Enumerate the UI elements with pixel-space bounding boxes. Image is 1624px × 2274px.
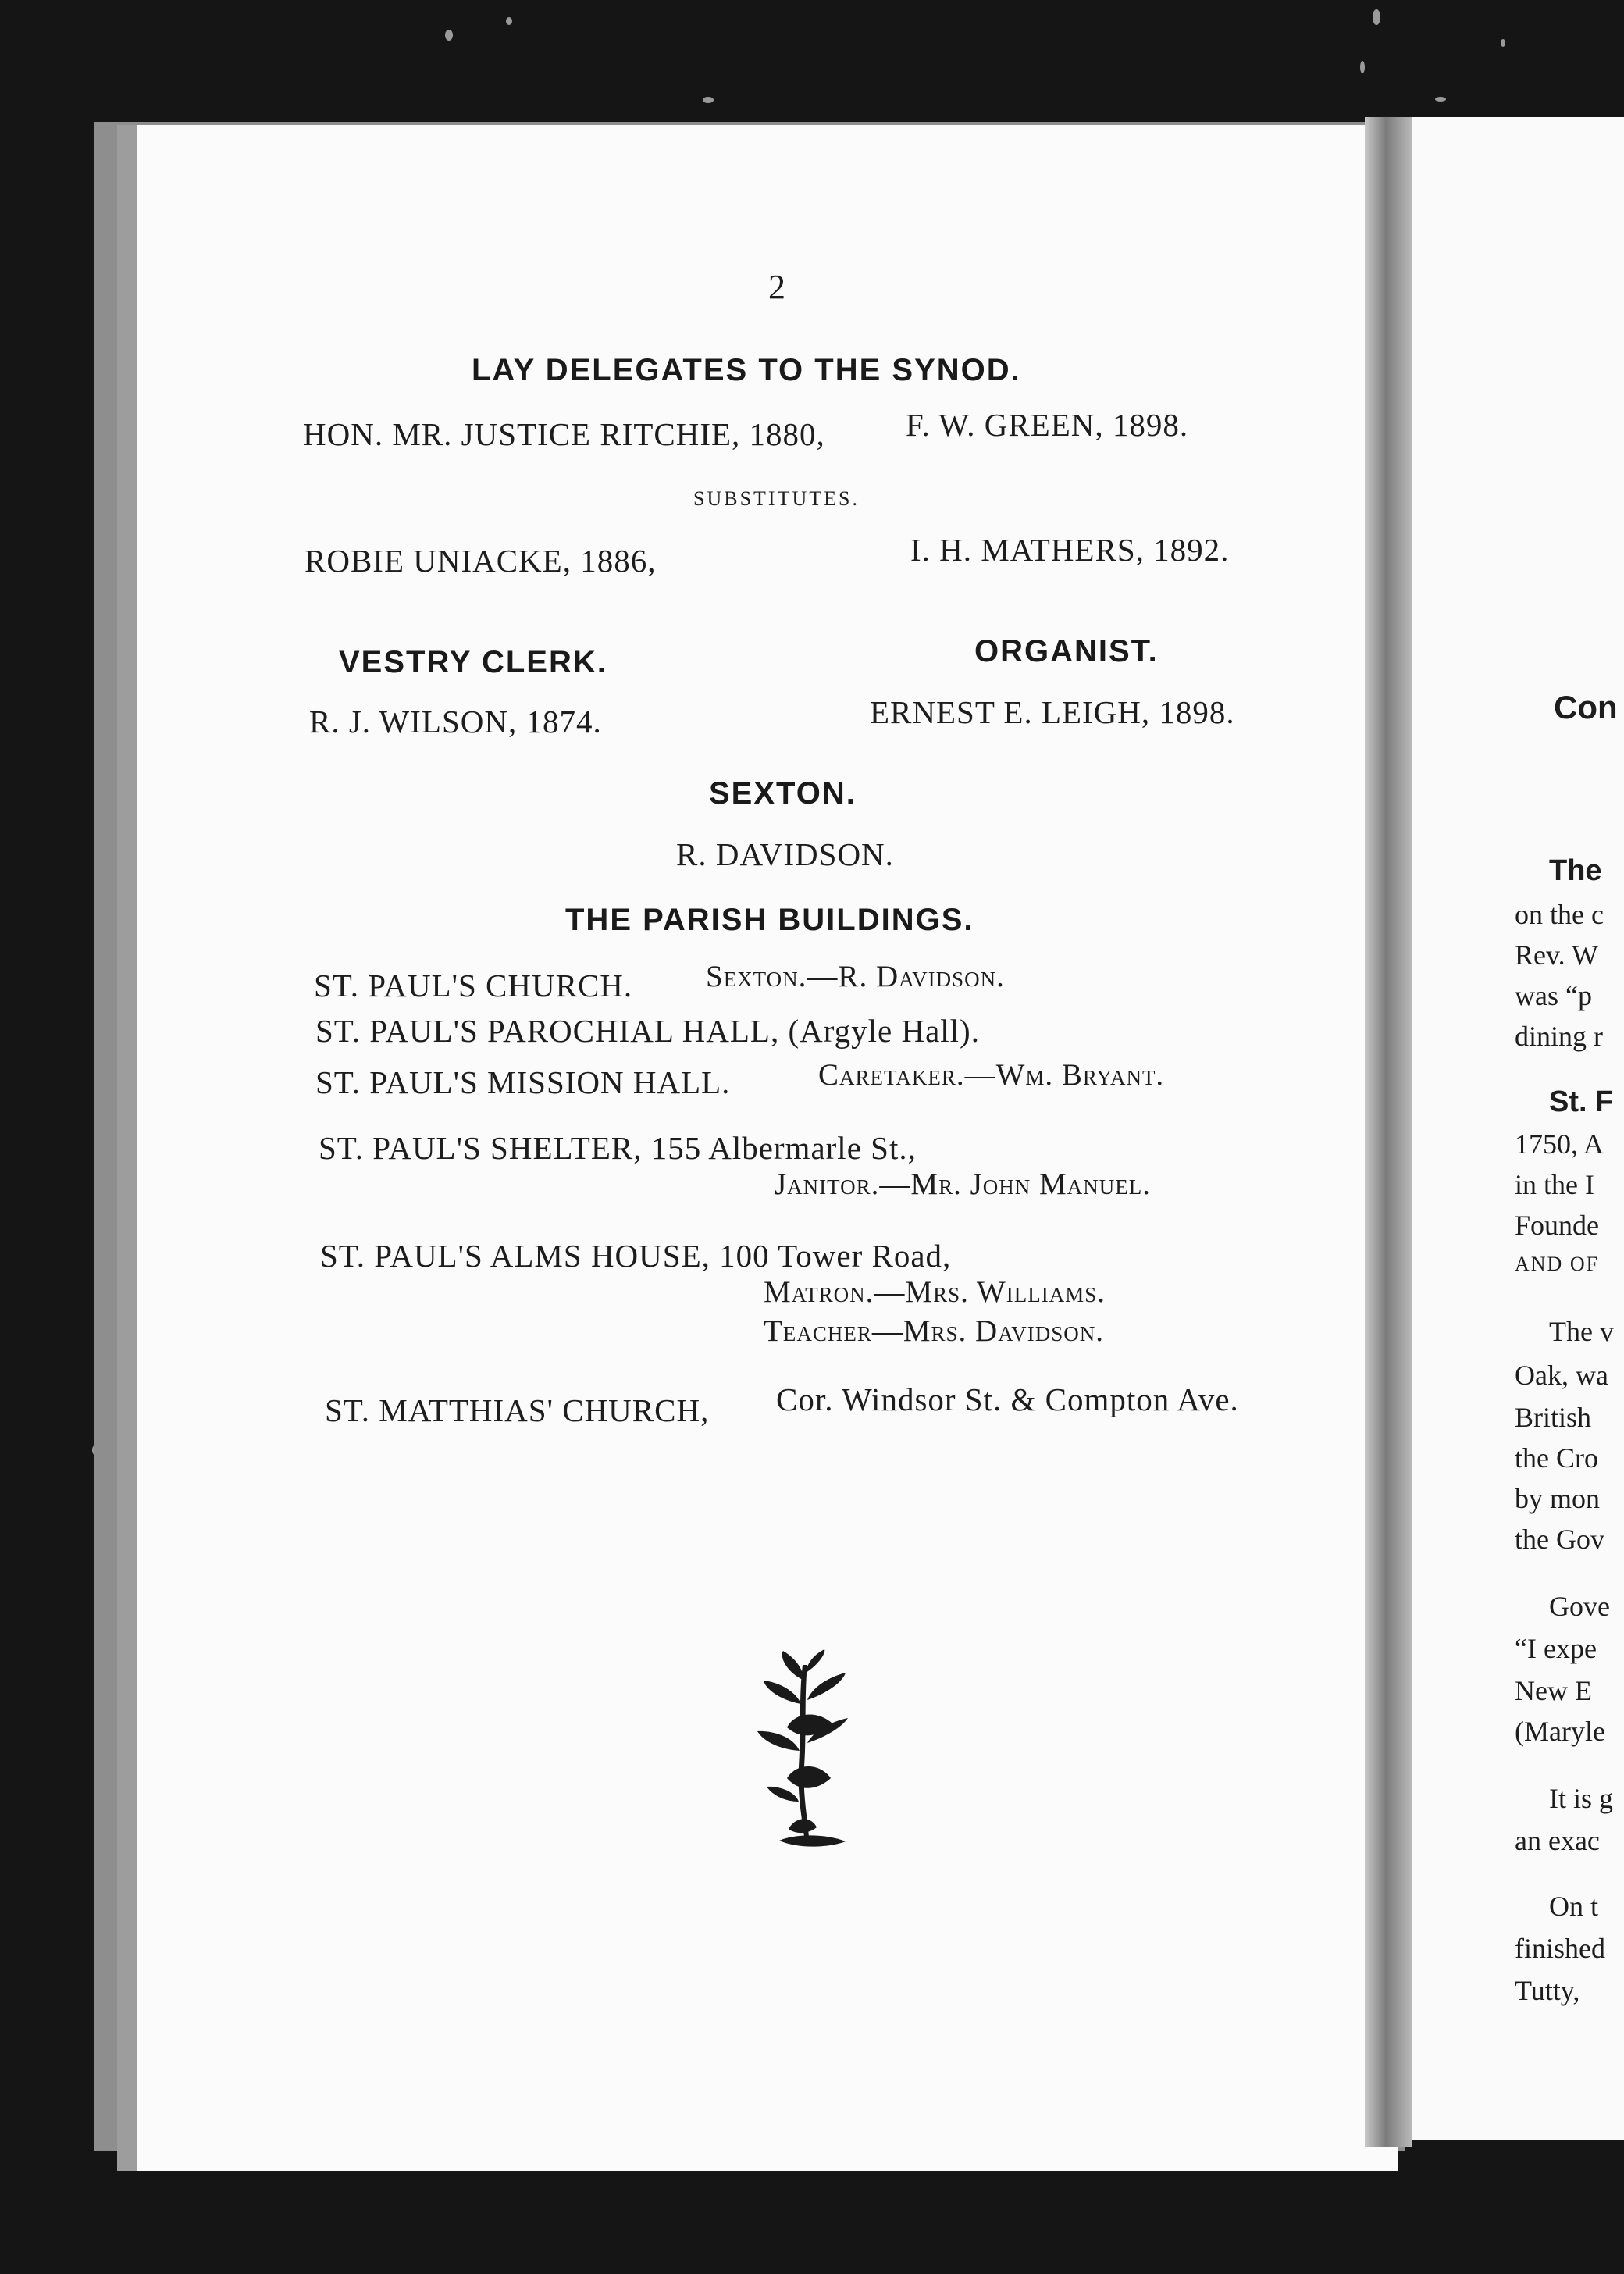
right-page-line: finished <box>1515 1933 1605 1964</box>
dust-speck <box>506 17 512 25</box>
church-name: ST. PAUL'S CHURCH. <box>314 968 633 1003</box>
right-page-line: (Maryle <box>1515 1716 1605 1747</box>
delegate-ritchie: HON. MR. JUSTICE RITCHIE, 1880, <box>303 416 825 452</box>
right-page-line: Oak, wa <box>1515 1360 1608 1391</box>
substitutes-heading: SUBSTITUTES. <box>693 487 860 510</box>
parochial-hall: ST. PAUL'S PAROCHIAL HALL, (Argyle Hall). <box>315 1013 980 1049</box>
right-page-line: New E <box>1515 1675 1592 1706</box>
shelter-name: ST. PAUL'S SHELTER, 155 Albermarle St., <box>319 1130 917 1166</box>
right-page-line: It is g <box>1549 1783 1614 1814</box>
dust-speck <box>1435 97 1446 102</box>
dust-speck <box>703 97 714 103</box>
dust-speck <box>1360 61 1365 73</box>
right-page-line: The v <box>1549 1316 1614 1347</box>
organist-heading: ORGANIST. <box>974 634 1159 668</box>
mission-hall-caretaker: Caretaker.—Wm. Bryant. <box>818 1058 1165 1092</box>
dust-speck <box>1501 39 1505 47</box>
alms-house-matron: Matron.—Mrs. Williams. <box>764 1275 1106 1309</box>
st-matthias-name: ST. MATTHIAS' CHURCH, <box>325 1392 710 1428</box>
right-page-line: on the c <box>1515 899 1604 930</box>
right-page-line: British <box>1515 1402 1592 1433</box>
right-page-line: in the I <box>1515 1169 1594 1200</box>
church-sexton: Sexton.—R. Davidson. <box>706 960 1005 993</box>
sexton-heading: SEXTON. <box>709 776 857 811</box>
book-gutter <box>1365 117 1412 2147</box>
right-page-line: the Gov <box>1515 1524 1604 1555</box>
right-page-line: AND OF <box>1515 1253 1600 1275</box>
right-page-line: Tutty, <box>1515 1975 1580 2006</box>
right-page-line: the Cro <box>1515 1442 1598 1474</box>
sexton-name: R. DAVIDSON. <box>676 836 894 872</box>
right-page-line: The <box>1549 854 1602 887</box>
vestry-clerk-heading: VESTRY CLERK. <box>339 645 607 679</box>
right-page-line: On t <box>1549 1891 1598 1922</box>
dust-speck <box>445 30 453 41</box>
dust-speck <box>1373 9 1380 25</box>
substitute-uniacke: ROBIE UNIACKE, 1886, <box>304 543 657 579</box>
floral-ornament-icon <box>756 1649 857 1852</box>
lay-delegates-heading: LAY DELEGATES TO THE SYNOD. <box>472 353 1021 387</box>
page-number: 2 <box>768 268 786 306</box>
parish-buildings-heading: THE PARISH BUILDINGS. <box>565 903 974 937</box>
organist-name: ERNEST E. LEIGH, 1898. <box>870 694 1235 730</box>
right-page-line: an exac <box>1515 1825 1600 1856</box>
right-page-line: Founde <box>1515 1210 1599 1241</box>
vestry-clerk-name: R. J. WILSON, 1874. <box>309 704 602 740</box>
alms-house-name: ST. PAUL'S ALMS HOUSE, 100 Tower Road, <box>320 1238 952 1274</box>
st-matthias-address: Cor. Windsor St. & Compton Ave. <box>776 1381 1239 1417</box>
right-page-title: Con <box>1554 689 1618 725</box>
right-page-line: Rev. W <box>1515 939 1598 971</box>
substitute-mathers: I. H. MATHERS, 1892. <box>910 532 1230 568</box>
right-page-line: “I expe <box>1515 1633 1597 1664</box>
alms-house-teacher: Teacher—Mrs. Davidson. <box>764 1314 1104 1348</box>
right-page-line: was “p <box>1515 980 1592 1011</box>
right-page-line: Gove <box>1549 1591 1610 1622</box>
shelter-janitor: Janitor.—Mr. John Manuel. <box>775 1167 1151 1201</box>
right-page-line: 1750, A <box>1515 1128 1604 1160</box>
right-page-line: St. F <box>1549 1085 1614 1118</box>
mission-hall-name: ST. PAUL'S MISSION HALL. <box>315 1064 731 1100</box>
right-page-line: dining r <box>1515 1021 1603 1052</box>
right-page-line: by mon <box>1515 1483 1601 1514</box>
delegate-green: F. W. GREEN, 1898. <box>906 407 1189 443</box>
